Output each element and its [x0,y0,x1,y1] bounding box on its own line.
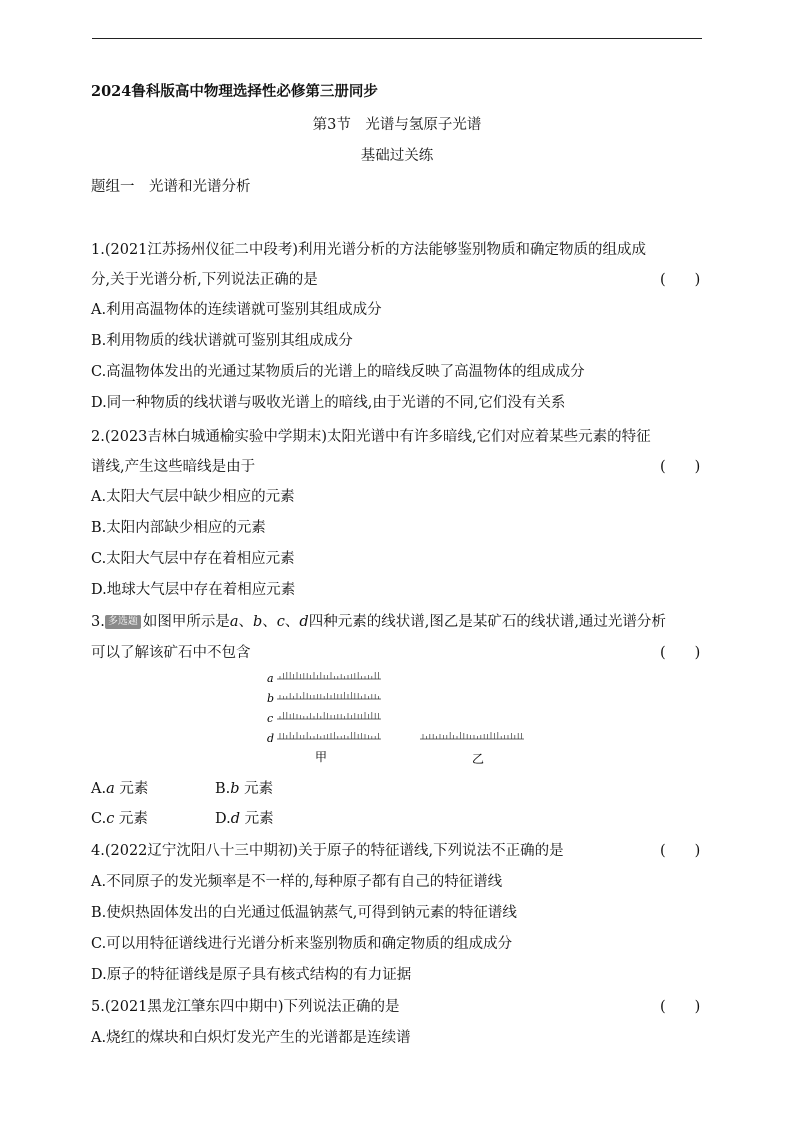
q3-option-b: B.b 元素 [215,781,274,797]
spectrum-d [267,732,381,745]
q2-option-d: D.地球大气层中存在着相应元素 [91,582,296,598]
spectrum-b [267,692,381,705]
q1-stem-line1: 1.(2021江苏扬州仪征二中段考)利用光谱分析的方法能够鉴别物质和确定物质的组成成 [91,242,647,258]
spectrum-label-d: d [267,732,275,745]
q4-option-c: C.可以用特征谱线进行光谱分析来鉴别物质和确定物质的组成成分 [91,936,513,952]
spectrum-label-a: a [267,672,274,685]
q5-answer-blank: ( ) [660,999,701,1015]
spectrum-ore [420,732,524,739]
spectrum-label-b: b [267,692,275,705]
spectrum-label-c: c [267,712,274,725]
multi-choice-tag: 多选题 [105,615,141,629]
q1-option-c: C.高温物体发出的光通过某物质后的光谱上的暗线反映了高温物体的组成成分 [91,364,585,380]
q4-option-b: B.使炽热固体发出的白光通过低温钠蒸气,可得到钠元素的特征谱线 [91,905,517,921]
q3-stem-line2: 可以了解该矿石中不包含 [91,645,251,661]
q2-option-b: B.太阳内部缺少相应的元素 [91,520,266,536]
q1-option-a: A.利用高温物体的连续谱就可鉴别其组成成分 [91,302,382,318]
q3-option-c: C.c 元素 [91,811,148,827]
q5-option-a: A.烧红的煤块和白炽灯发光产生的光谱都是连续谱 [91,1030,411,1046]
q4-option-a: A.不同原子的发光频率是不一样的,每种原子都有自己的特征谱线 [91,874,503,890]
q2-answer-blank: ( ) [660,459,701,475]
q2-stem-line2: 谱线,产生这些暗线是由于 [91,459,256,475]
q3-option-d: D.d 元素 [215,811,274,827]
q3-answer-blank: ( ) [660,645,701,661]
q3-number: 3. [91,614,105,630]
spectrum-figure [260,668,540,768]
q4-stem: 4.(2022辽宁沈阳八十三中期初)关于原子的特征谱线,下列说法不正确的是 [91,843,564,859]
header-rule [92,38,702,39]
q1-answer-blank: ( ) [660,272,701,288]
section-subtitle: 基础过关练 [360,148,434,164]
q1-stem-line2: 分,关于光谱分析,下列说法正确的是 [91,272,318,288]
q2-option-c: C.太阳大气层中存在着相应元素 [91,551,295,567]
q5-stem: 5.(2021黑龙江肇东四中期中)下列说法正确的是 [91,999,400,1015]
q2-stem-line1: 2.(2023吉林白城通榆实验中学期末)太阳光谱中有许多暗线,它们对应着某些元素的特征 [91,429,651,445]
question-group-title: 题组一 光谱和光谱分析 [91,179,251,195]
figure-caption-jia: 甲 [315,750,328,764]
q3-stem-line1: 3. 多选题 如图甲所示是a、b、c、d四种元素的线状谱,图乙是某矿石的线状谱,通过光谱分析 [91,614,666,630]
q1-option-b: B.利用物质的线状谱就可鉴别其组成成分 [91,333,353,349]
series-title: 2024鲁科版高中物理选择性必修第三册同步 [91,83,378,100]
q2-option-a: A.太阳大气层中缺少相应的元素 [91,489,295,505]
figure-caption-yi: 乙 [472,752,485,766]
section-title: 第3节 光谱与氢原子光谱 [312,117,482,133]
q4-answer-blank: ( ) [660,843,701,859]
spectrum-a [267,672,381,685]
spectrum-c [267,712,381,725]
q4-option-d: D.原子的特征谱线是原子具有核式结构的有力证据 [91,967,412,983]
q3-option-a: A.a 元素 [91,781,149,797]
q1-option-d: D.同一种物质的线状谱与吸收光谱上的暗线,由于光谱的不同,它们没有关系 [91,395,566,411]
